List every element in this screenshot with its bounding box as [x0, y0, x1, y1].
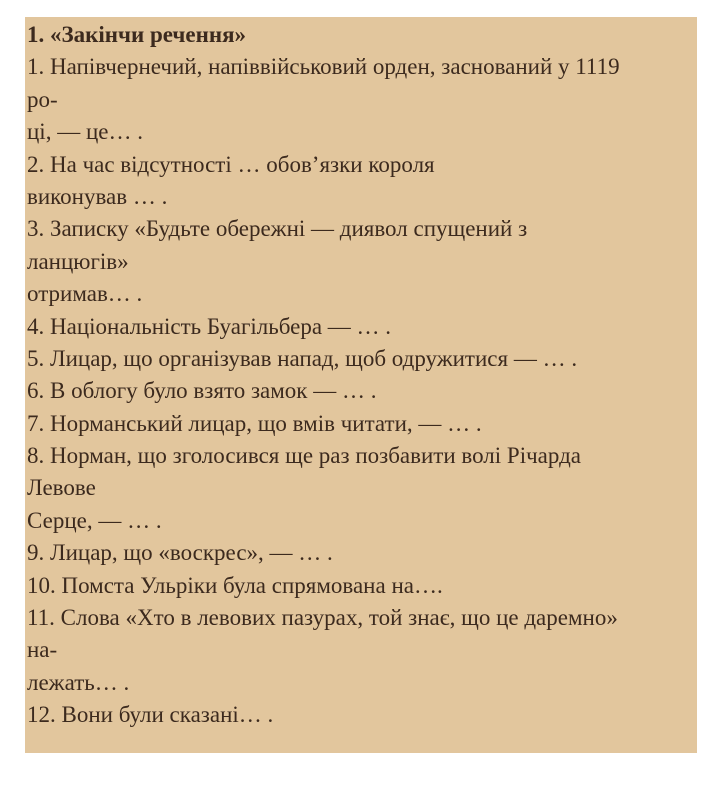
- quiz-line: 9. Лицар, що «воскрес», — … .: [27, 540, 333, 566]
- quiz-line: 3. Записку «Будьте обережні — диявол спущений з: [27, 216, 528, 242]
- quiz-line: ці, — це… .: [27, 119, 143, 145]
- quiz-line: виконував … .: [27, 183, 168, 209]
- quiz-line: 1. Напівчернечий, напіввійськовий орден, заснований у 1119: [27, 54, 620, 80]
- quiz-line: 2. На час відсутності … обов’язки короля: [27, 151, 435, 177]
- quiz-line: ро-: [27, 86, 58, 112]
- quiz-line: 12. Вони були сказані… .: [27, 702, 274, 728]
- quiz-line: 7. Норманський лицар, що вмів читати, — … .: [27, 410, 482, 436]
- quiz-line: Серце, — … .: [27, 507, 162, 533]
- quiz-line: 6. В облогу було взято замок — … .: [27, 378, 377, 404]
- quiz-line: ланцюгів»: [27, 248, 129, 274]
- quiz-content: [27, 19, 695, 732]
- quiz-line: на-: [27, 637, 58, 663]
- quiz-line: лежать… .: [27, 669, 130, 695]
- quiz-line: 4. Національність Буагільбера — … .: [27, 313, 392, 339]
- quiz-card: [25, 17, 697, 753]
- quiz-line: Левове: [27, 475, 96, 501]
- quiz-line: 8. Норман, що зголосився ще раз позбавити волі Річарда: [27, 443, 581, 469]
- quiz-line: 5. Лицар, що організував напад, щоб одружитися — … .: [27, 345, 578, 371]
- quiz-line: 11. Слова «Хто в левових пазурах, той знає, що це даремно»: [27, 605, 618, 631]
- quiz-line: отримав… .: [27, 281, 143, 307]
- quiz-line: 10. Помста Ульріки була спрямована на….: [27, 572, 443, 598]
- quiz-title: 1. «Закінчи речення»: [27, 22, 247, 47]
